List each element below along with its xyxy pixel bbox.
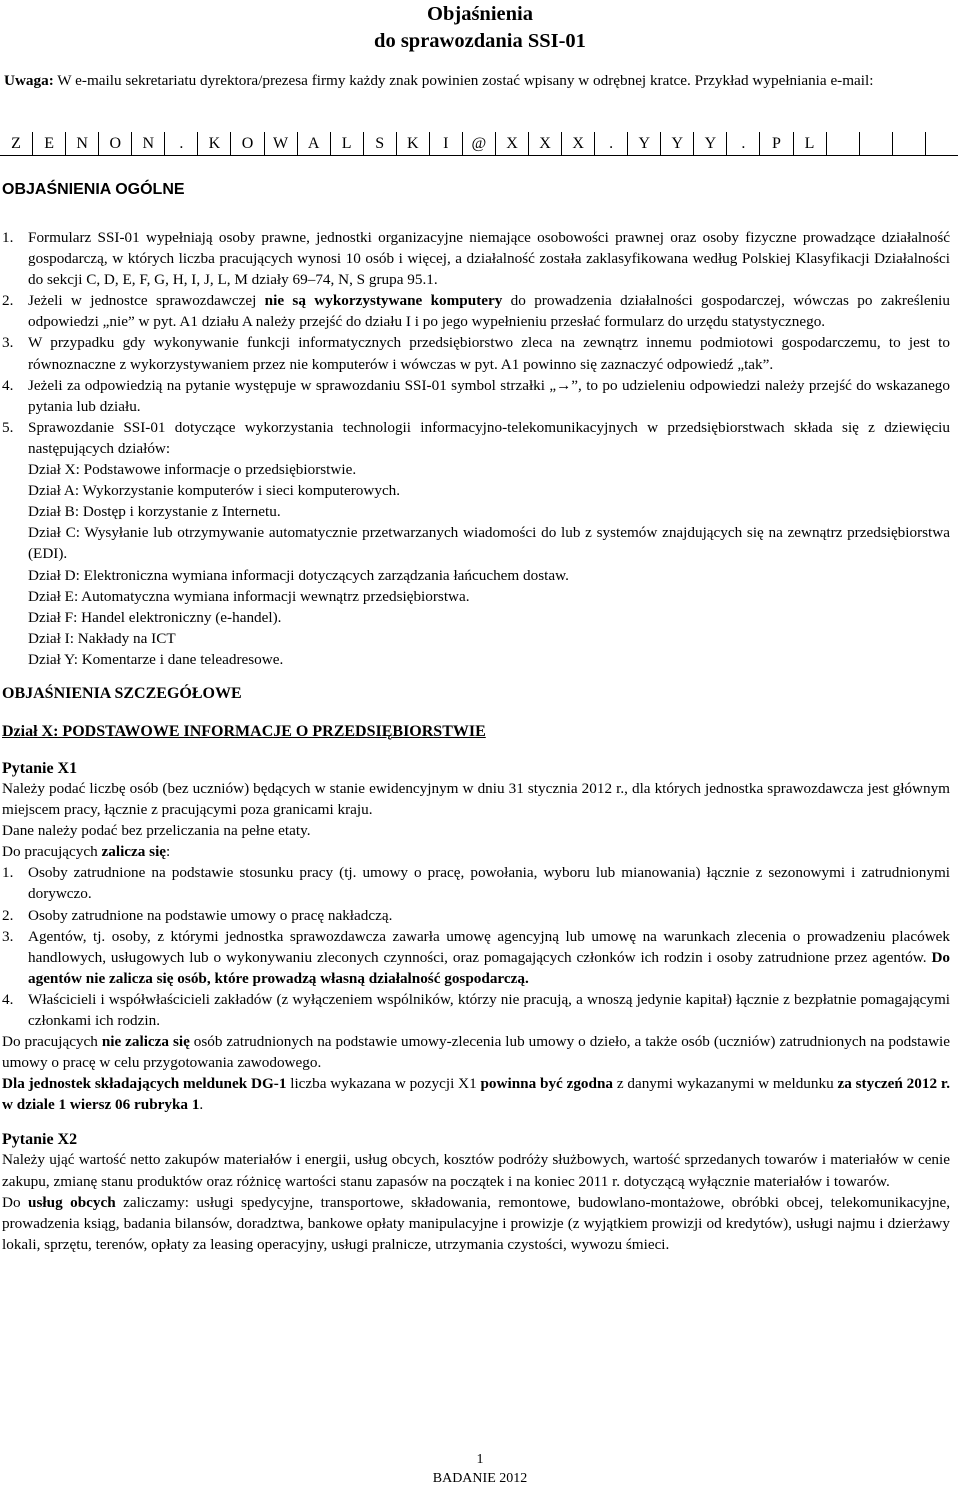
x2-paragraph-2: Do usług obcych zaliczamy: usługi spedycyjne, transportowe, składowania, remontowe, budowlano-montażowe, obróbki obcej, telekomunikacyjne, prowadzenia ksiąg, badania bilansów, doradztwa, bankowe opłaty manipulacyjne i prowizje (z wyjątkiem prowizji od kredytów), usługi najmu i dzierżawy lokali, sprzętu, terenów, opłaty za leasing operacyjny, usługi pralnicze, utrzymania czystości, wywozu śmieci. — [2, 1193, 950, 1253]
email-cell: Y — [627, 132, 660, 155]
general-heading: OBJAŚNIENIA OGÓLNE — [2, 181, 185, 198]
x1-item-number: 1. — [2, 864, 14, 882]
general-item-text-part: Jeżeli w jednostce sprawozdawczej — [28, 292, 265, 310]
email-cell: Y — [693, 132, 726, 155]
section-list-item: Dział I: Nakłady na ICT — [28, 629, 176, 647]
page-number: 1 — [476, 1452, 484, 1467]
email-grid-baseline — [0, 155, 958, 156]
x1-paragraph-1: Należy podać liczbę osób (bez uczniów) będących w stanie ewidencyjnym w dniu 31 stycznia 2012 r., dla których jednostka sprawozdawcza jest głównym miejscem pracy, łącznie z pracującymi poza granicami kraju. — [2, 779, 950, 819]
general-item-number: 4. — [2, 376, 14, 394]
x1-paragraph-5: Dla jednostek składających meldunek DG-1 liczba wykazana w pozycji X1 powinna być zgodna z danymi wykazanymi w meldunku za styczeń 2012 r. w dziale 1 wiersz 06 rubryka 1. — [2, 1075, 950, 1114]
x1-heading: Pytanie X1 — [2, 759, 78, 777]
general-item — [2, 332, 950, 374]
email-cell — [826, 132, 859, 155]
general-item — [2, 290, 950, 332]
email-cell: A — [297, 132, 330, 155]
email-cell — [925, 132, 958, 155]
email-cell — [892, 132, 925, 155]
general-items-list — [2, 227, 950, 459]
email-cell: P — [759, 132, 792, 155]
x1-item-number: 3. — [2, 927, 14, 945]
x1-item — [2, 926, 950, 989]
email-cell: K — [396, 132, 429, 155]
footer-text: BADANIE 2012 — [432, 1471, 528, 1486]
section-list-item: Dział D: Elektroniczna wymiana informacji dotyczących zarządzania łańcuchem dostaw. — [28, 566, 569, 584]
general-item-text: Sprawozdanie SSI-01 dotyczące wykorzystania technologii informacyjno-telekomunikacyjnych w przedsiębiorstwach składa się z dziewięciu następujących działów: — [28, 418, 950, 457]
x1-item-number: 2. — [2, 906, 14, 924]
general-item-text: W przypadku gdy wykonywanie funkcji informatycznych przedsiębiorstwo zleca na zewnątrz innemu podmiotowi gospodarczemu, to jest to równoznaczne z wykorzystywaniem przez nie komputerów i wówczas w pyt. A1 powinno się zaznaczyć odpowiedź „tak”. — [28, 334, 950, 373]
section-list-item: Dział E: Automatyczna wymiana informacji wewnątrz przedsiębiorstwa. — [28, 587, 470, 605]
general-item — [2, 417, 950, 459]
x1-item — [2, 862, 950, 904]
email-note — [4, 70, 952, 91]
general-item-number: 3. — [2, 334, 14, 352]
general-section — [2, 227, 950, 1255]
email-example-grid — [0, 132, 958, 156]
general-item-text: Formularz SSI-01 wypełniają osoby prawne, jednostki organizacyjne niemające osobowości prawnej oraz osoby fizyczne prowadzące działalność gospodarczą, w których liczba pracujących wynosi 10 osób i więcej, a działalność została zaklasyfikowana według Polskiej Klasyfikacji Działalności do sekcji C, D, E, F, G, H, I, J, L, M działy 69–74, N, S grupa 95.1. — [28, 229, 950, 289]
x1-items-list — [2, 862, 950, 1031]
email-cell: E — [32, 132, 65, 155]
note-label: Uwaga: — [4, 72, 54, 89]
x1-item-text-part: Agentów, tj. osoby, z którymi jednostka sprawozdawcza zawarła umowę agencyjną lub umowę na warunkach zlecenia o prowadzeniu placówek handlowych, usługowych lub o wykonywaniu zleconych czynności, oraz pomagających członków ich rodzin i osoby zatrudnione przez agentów. — [28, 927, 950, 966]
email-cell: X — [528, 132, 561, 155]
section-list-item: Dział Y: Komentarze i dane teleadresowe. — [28, 650, 284, 668]
email-cell — [859, 132, 892, 155]
x1-paragraph-2: Dane należy podać bez przeliczania na pełne etaty. — [2, 822, 311, 840]
email-cell: O — [98, 132, 131, 155]
general-item — [2, 375, 950, 417]
section-list-item: Dział F: Handel elektroniczny (e-handel). — [28, 608, 282, 626]
x2-heading: Pytanie X2 — [2, 1131, 78, 1149]
x1-item-text: Osoby zatrudnione na podstawie umowy o pracę nakładczą. — [28, 906, 393, 924]
x1-paragraph-4: Do pracujących nie zalicza się osób zatrudnionych na podstawie umowy-zlecenia lub umowy o dzieło, a także osób (uczniów) zatrudnionych na podstawie umowy o pracę w celu przygotowania zawodowego. — [2, 1033, 951, 1072]
general-item-number: 5. — [2, 418, 14, 436]
title-line-2: do sprawozdania SSI-01 — [374, 30, 586, 52]
email-cell: N — [131, 132, 164, 155]
email-cell: X — [561, 132, 594, 155]
section-x-heading: Dział X: PODSTAWOWE INFORMACJE O PRZEDSIĘBIORSTWIE — [2, 722, 486, 740]
email-cell: . — [164, 132, 197, 155]
email-cell: N — [65, 132, 98, 155]
general-item-number: 2. — [2, 292, 14, 310]
general-item-number: 1. — [2, 229, 14, 246]
email-cell: X — [495, 132, 528, 155]
section-list-item: Dział A: Wykorzystanie komputerów i sieci komputerowych. — [28, 482, 401, 500]
x1-paragraph-3: Do pracujących zalicza się: — [2, 843, 171, 861]
section-list-item: Dział B: Dostęp i korzystanie z Internetu. — [28, 503, 281, 521]
general-item-text-part: do prowadzenia działalności gospodarczej, wówczas po zakreśleniu odpowiedzi „nie” w pyt. A1 działu A należy przejść do działu I i po jego wypełnieniu przesłać formularz do urzędu statystycznego. — [28, 292, 950, 331]
x1-item-text: Osoby zatrudnione na podstawie stosunku pracy (tj. umowy o pracę, powołania, wyboru lub mianowania) łącznie z sezonowymi i zatrudnionymi dorywczo. — [28, 864, 950, 903]
email-cell: Z — [11, 135, 21, 152]
email-cell: W — [264, 132, 297, 155]
email-cell: L — [330, 132, 363, 155]
email-cell: I — [429, 132, 462, 155]
note-text: W e-mailu sekretariatu dyrektora/prezesa firmy każdy znak powinien zostać wpisany w odrębnej kratce. Przykład wypełniania e-mail: — [53, 72, 874, 89]
email-cell: @ — [462, 132, 495, 155]
x1-item-text: Właścicieli i współwłaścicieli zakładów (z wyłączeniem wspólników, którzy nie pracują, a wnoszą jedynie kapitał) łącznie z bezpłatnie pomagającymi członkami ich rodzin. — [28, 990, 950, 1029]
general-item-text-bold: nie są wykorzystywane komputery — [264, 292, 503, 310]
x1-item-text — [28, 926, 950, 989]
section-list-item: Dział C: Wysyłanie lub otrzymywanie automatycznie przetwarzanych wiadomości do lub z systemów znajdujących się na zewnątrz przedsiębiorstwa (EDI). — [28, 524, 950, 563]
sections-list — [2, 459, 950, 670]
x1-item-text-bold: Do agentów nie zalicza się osób, które prowadzą własną działalność gospodarczą. — [28, 948, 950, 987]
x1-item — [2, 989, 950, 1031]
general-item-text: Jeżeli za odpowiedzią na pytanie występuje w sprawozdaniu SSI-01 symbol strzałki „→”, to po udzieleniu odpowiedzi należy przejść do wskazanego pytania lub działu. — [28, 376, 950, 415]
email-cell: L — [793, 132, 826, 155]
detail-heading: OBJAŚNIENIA SZCZEGÓŁOWE — [2, 684, 242, 702]
general-item — [2, 227, 950, 290]
x1-item — [2, 905, 950, 926]
email-cell: . — [594, 132, 627, 155]
email-cell: K — [197, 132, 230, 155]
x2-paragraph-1: Należy ująć wartość netto zakupów materiałów i energii, usług obcych, kosztów podróży służbowych, wartość sprzedanych towarów i materiałów w cenie zakupu, zmianę stanu produktów oraz różnicę wartości stanu zapasów na początek i na koniec 2011 r. dotyczącą wyłącznie materiałów i towarów. — [2, 1151, 950, 1190]
general-item-text — [28, 290, 950, 332]
email-cell: S — [363, 132, 396, 155]
title-line-1: Objaśnienia — [427, 3, 533, 25]
email-cell: . — [726, 132, 759, 155]
x1-item-number: 4. — [2, 990, 14, 1008]
document-title — [0, 0, 960, 55]
email-cell: O — [230, 132, 263, 155]
section-list-item: Dział X: Podstawowe informacje o przedsiębiorstwie. — [28, 461, 357, 479]
email-cell: Y — [660, 132, 693, 155]
